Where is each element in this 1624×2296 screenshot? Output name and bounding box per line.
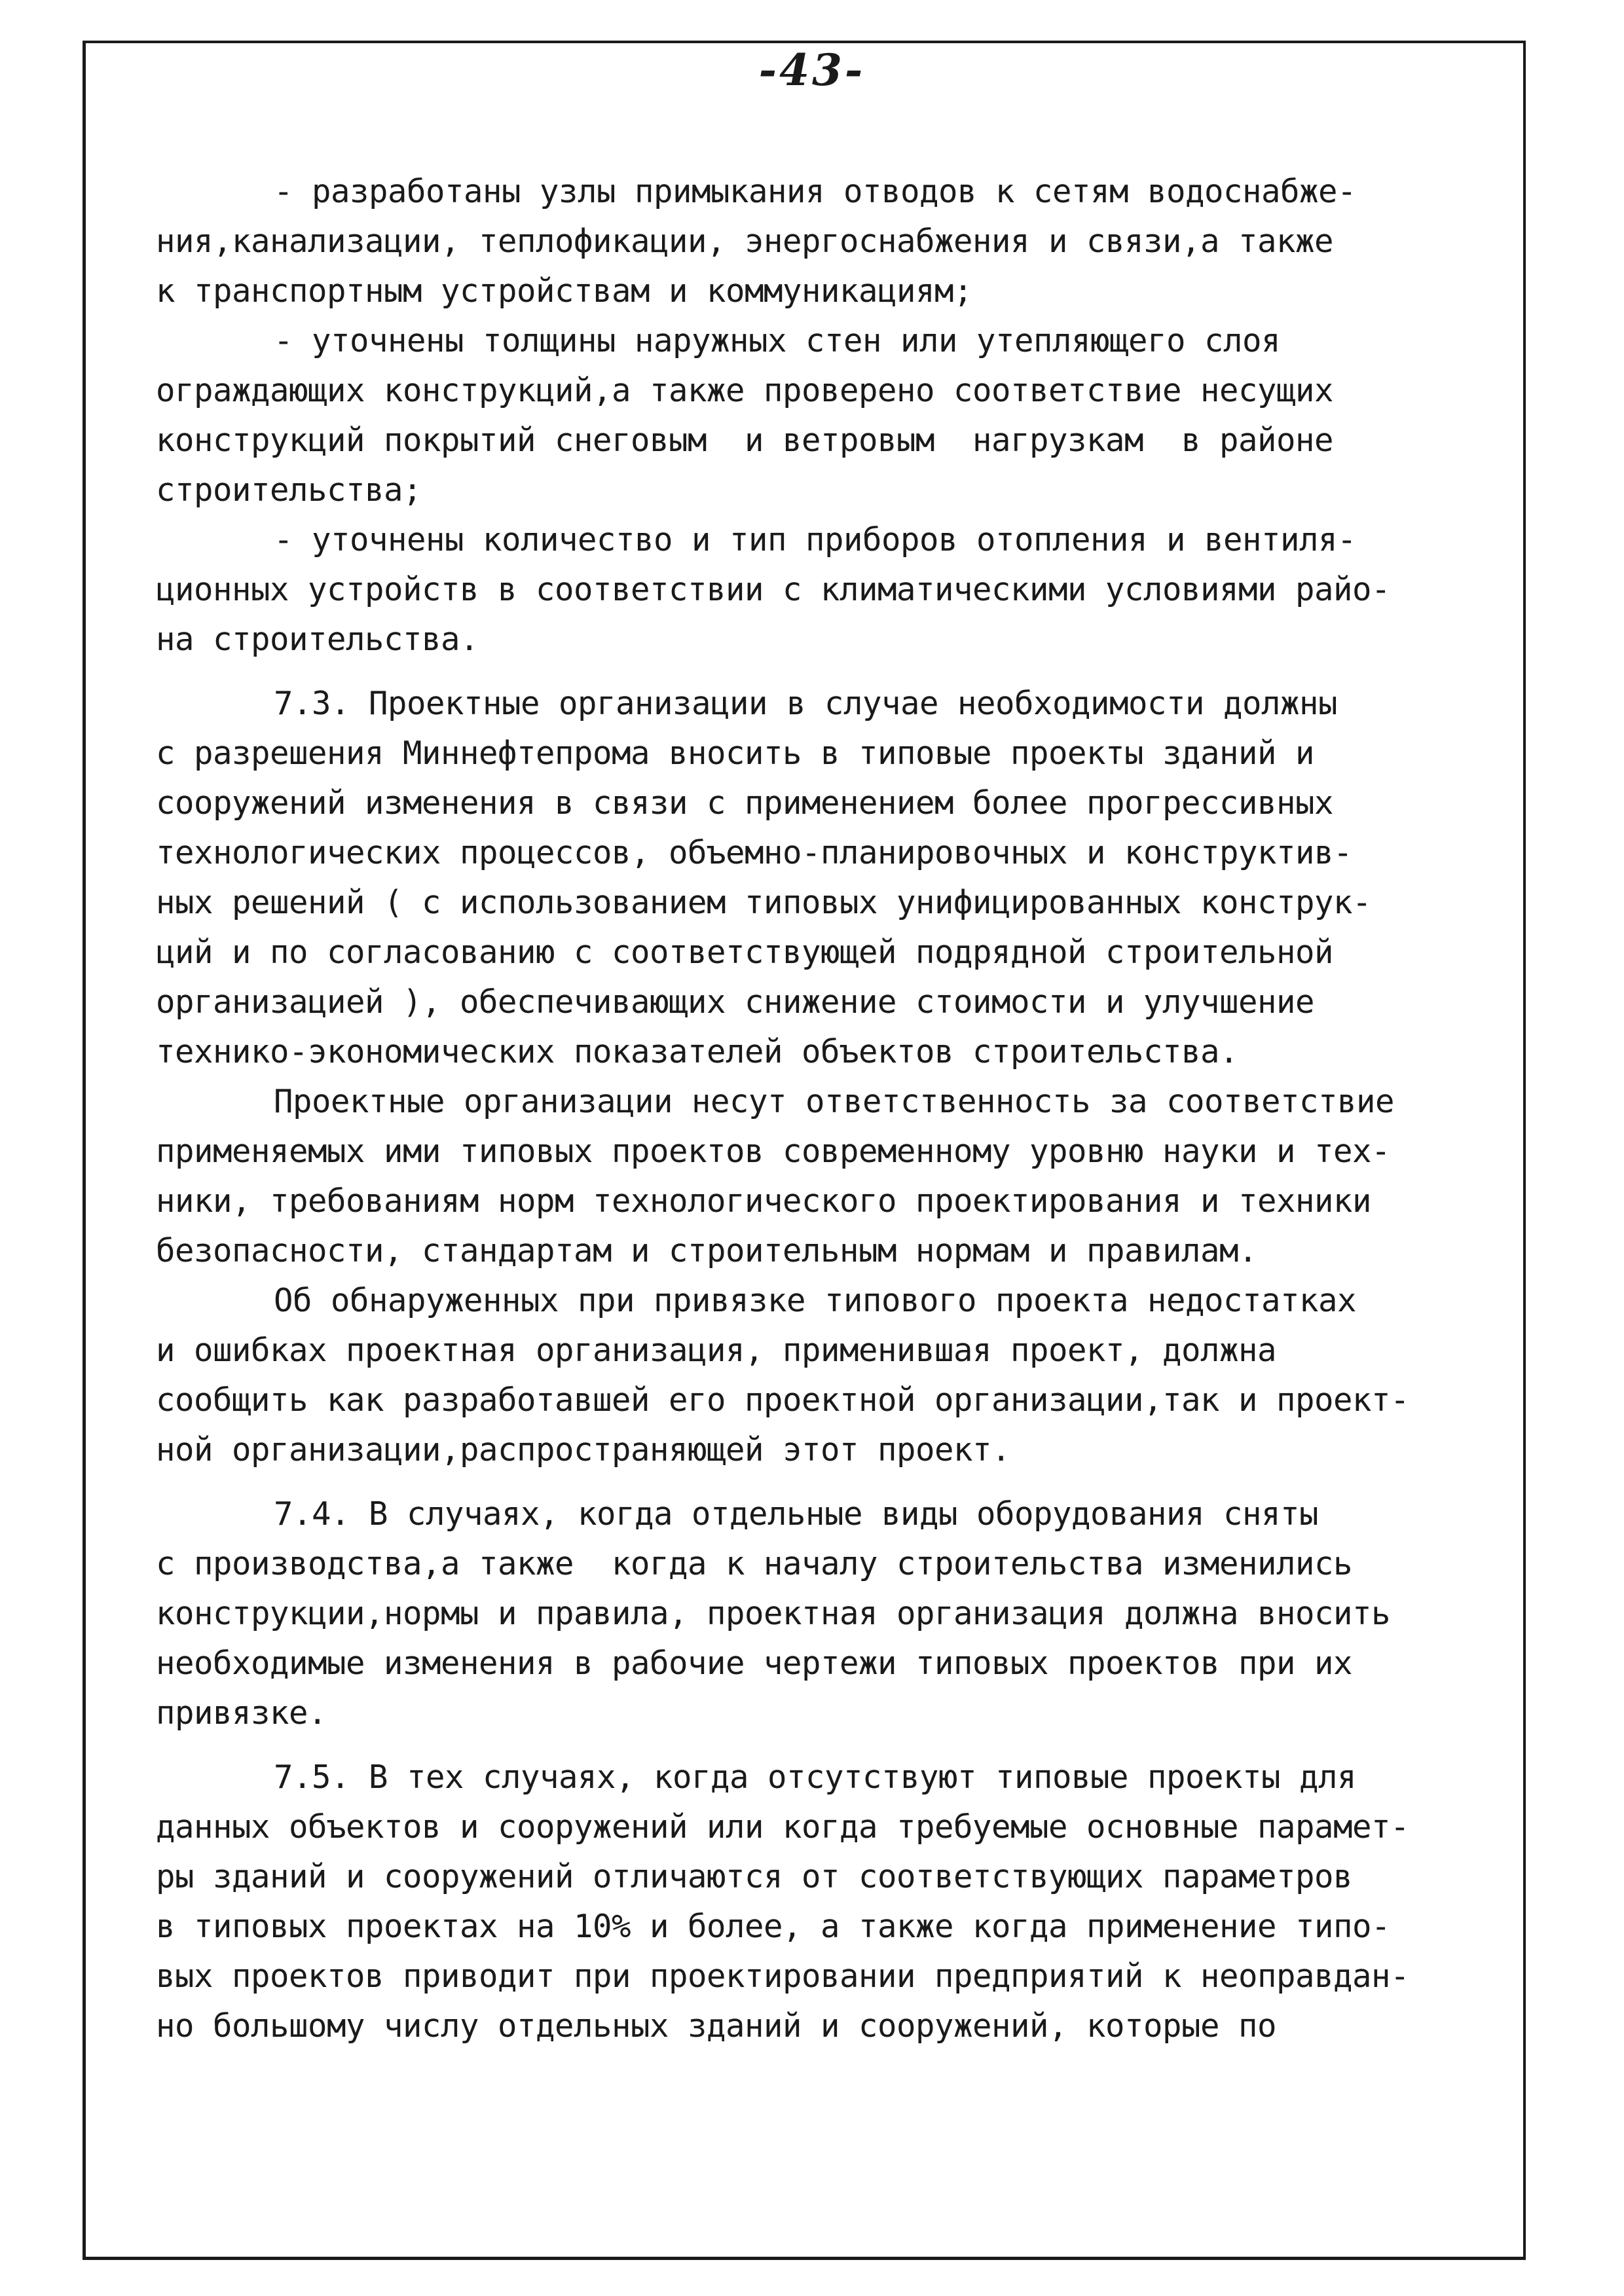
document-body [156,167,1492,2051]
text-line: сообщить как разработавшей его проектной организации,так и проект- [156,1381,1410,1419]
text-line: привязке. [156,1694,327,1732]
text-line: применяемых ими типовых проектов современному уровню науки и тех- [156,1133,1391,1170]
paragraph-gap [156,665,1492,679]
text-line: строительства; [156,471,422,509]
text-line: ных решений ( с использованием типовых унифицированных конструк- [156,884,1372,921]
text-line: данных объектов и сооружений или когда требуемые основные парамет- [156,1808,1410,1846]
text-line: необходимые изменения в рабочие чертежи типовых проектов при их [156,1645,1353,1682]
text-line: ций и по согласованию с соответствующей подрядной строительной [156,934,1334,971]
text-line: - разработаны узлы примыкания отводов к сетям водоснабже- [274,173,1357,210]
paragraph-bullet-connections [156,167,1492,316]
text-line: к транспортным устройствам и коммуникациям; [156,272,973,310]
text-line: конструкций покрытий снеговым и ветровым нагрузкам в районе [156,422,1334,459]
paragraph-gap [156,1475,1492,1489]
paragraph-defects [156,1276,1492,1475]
text-line: 7.3. Проектные организации в случае необходимости должны [274,685,1338,722]
paragraph-responsibility [156,1077,1492,1276]
paragraph-section-7-5 [156,1753,1492,2051]
text-line: ники, требованиям норм технологического проектирования и техники [156,1182,1372,1220]
text-line: ограждающих конструкций,а также проверено соответствие несущих [156,372,1334,409]
paragraph-section-7-3 [156,679,1492,1077]
paragraph-bullet-heating [156,515,1492,665]
text-line: Об обнаруженных при привязке типового проекта недостатках [274,1282,1357,1319]
text-line: конструкции,нормы и правила, проектная организация должна вносить [156,1595,1391,1632]
paragraph-bullet-walls [156,316,1492,515]
text-line: на строительства. [156,621,479,658]
text-line: Проектные организации несут ответственность за соответствие [274,1083,1395,1120]
text-line: технико-экономических показателей объектов строительства. [156,1033,1239,1070]
text-line: и ошибках проектная организация, применившая проект, должна [156,1332,1277,1369]
page-number: -43- [758,45,866,96]
text-line: 7.5. В тех случаях, когда отсутствуют типовые проекты для [274,1758,1357,1796]
text-line: ры зданий и сооружений отличаются от соответствующих параметров [156,1858,1353,1895]
text-line: 7.4. В случаях, когда отдельные виды оборудования сняты [274,1495,1319,1533]
text-line: ния,канализации, теплофикации, энергоснабжения и связи,а также [156,223,1334,260]
text-line: ционных устройств в соответствии с климатическими условиями райо- [156,571,1391,608]
text-line: с разрешения Миннефтепрома вносить в типовые проекты зданий и [156,735,1315,772]
text-line: сооружений изменения в связи с применением более прогрессивных [156,784,1334,822]
text-line: - уточнены количество и тип приборов отопления и вентиля- [274,521,1357,558]
text-line: технологических процессов, объемно-планировочных и конструктив- [156,834,1353,871]
text-line: безопасности, стандартам и строительным нормам и правилам. [156,1232,1258,1269]
text-line: вых проектов приводит при проектировании предприятий к неоправдан- [156,1958,1410,1995]
text-line: но большому числу отдельных зданий и сооружений, которые по [156,2007,1277,2045]
text-line: в типовых проектах на 10% и более, а также когда применение типо- [156,1908,1391,1945]
text-line: - уточнены толщины наружных стен или утепляющего слоя [274,322,1281,359]
paragraph-gap [156,1738,1492,1753]
paragraph-section-7-4 [156,1489,1492,1738]
text-line: ной организации,распространяющей этот проект. [156,1431,1011,1468]
text-line: с производства,а также когда к началу строительства изменились [156,1545,1353,1582]
text-line: организацией ), обеспечивающих снижение стоимости и улучшение [156,983,1315,1021]
